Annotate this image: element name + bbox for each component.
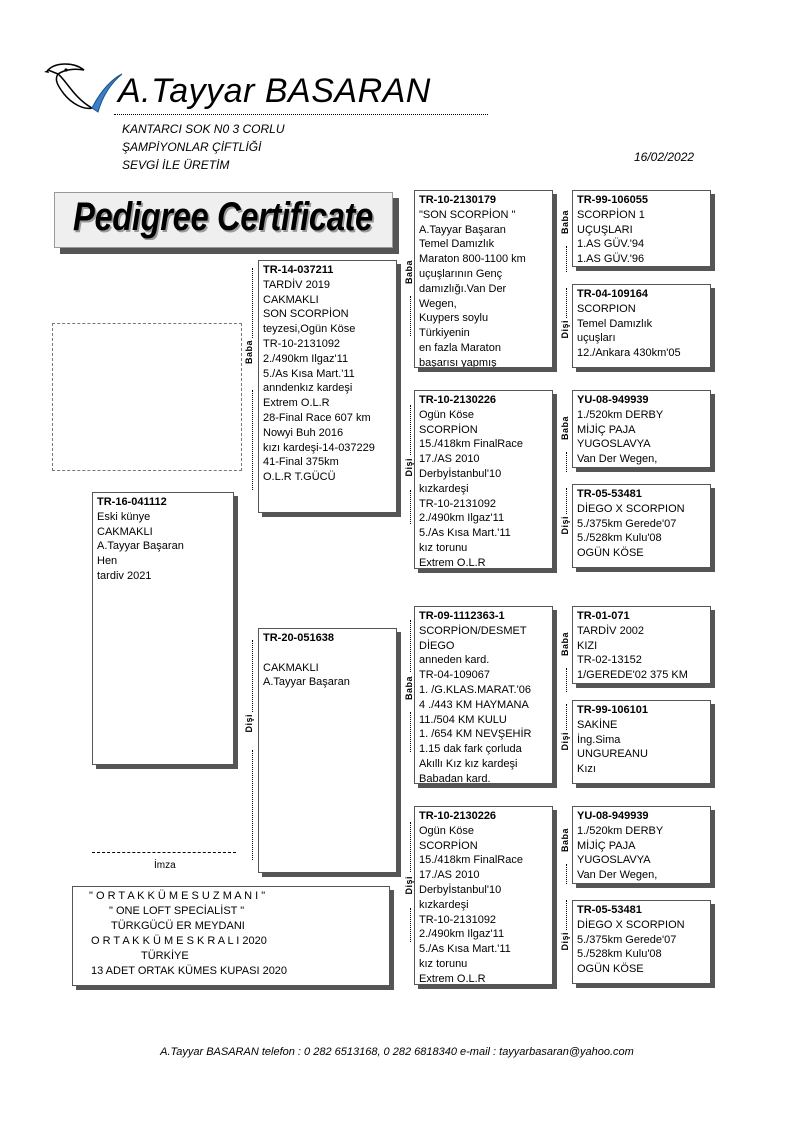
sd-line: Derbyİstanbul'10 [419,467,502,480]
dd-line: 2./490km Ilgaz'11 [419,928,505,941]
ancestor-card [572,606,711,684]
dd-connector [410,908,411,942]
g3-sire-label: Baba [560,416,570,441]
footer-contact: A.Tayyar BASARAN telefon : 0 282 6513168, 0 282 6818340 e-mail : tayyarbasaran@yahoo.com [160,1046,634,1058]
g3-dam-label: Dişi [560,932,570,951]
sire-line: 41-Final 375km [263,456,339,469]
g3-connector [566,488,567,514]
ss-sire-label: Baba [404,260,414,285]
sire-line: 2./490km Ilgaz'11 [263,352,349,365]
sire-connector [252,390,253,490]
dd-line: kızkardeşi [419,898,469,911]
sire-line: SON SCORPİON [263,308,349,321]
ancestor-card [572,390,711,468]
ancestor-line: 1./520km DERBY [577,824,664,837]
ancestor-line: DİEGO X SCORPION [577,502,685,515]
header-underline [114,114,488,115]
address-line-1: KANTARCI SOK N0 3 CORLU [122,122,285,136]
ds-sire-label: Baba [404,676,414,701]
ds-line: 1. /654 KM NEVŞEHİR [419,728,532,741]
subject-line: Eski künye [97,510,151,523]
g3-connector [566,668,567,692]
sire-line: 28-Final Race 607 km [263,411,371,424]
g3-connector [566,704,567,730]
sd-dam-label: Dişi [404,458,414,477]
ancestor-line: MİJİÇ PAJA [577,423,636,436]
ancestor-line: UÇUŞLARI [577,223,633,236]
dd-ring: TR-10-2130226 [419,810,497,822]
dd-line: Derbyİstanbul'10 [419,883,502,896]
subject-line: Hen [97,555,118,568]
ancestor-line: uçuşları [577,332,616,345]
sd-line: 2./490km Ilgaz'11 [419,512,505,525]
sd-line: kız torunu [419,541,468,554]
ss-line: A.Tayyar Başaran [419,223,506,236]
dam-label: Dişi [244,714,254,733]
ancestor-line: Van Der Wegen, [577,453,658,466]
ancestor-card [572,190,711,267]
ancestor-ring: TR-99-106101 [577,704,648,716]
specialist-line: TÜRKİYE [141,950,189,962]
sd-line: 5./As Kısa Mart.'11 [419,527,511,540]
g3-connector [566,900,567,930]
ss-line: en fazla Maraton [419,341,501,354]
ds-ring: TR-09-1112363-1 [419,610,505,622]
ancestor-line: MİJİÇ PAJA [577,839,636,852]
ancestor-line: TARDİV 2002 [577,624,645,637]
subject-line: tardiv 2021 [97,569,152,582]
ds-line: 11./504 KM KULU [419,713,507,726]
ds-line: Akıllı Kız kız kardeşi [419,757,518,770]
sire-card [258,260,397,513]
dam-sire-card [414,606,553,784]
ss-connector [410,296,411,336]
sire-connector [252,268,253,338]
ss-line: Maraton 800-1100 km [419,253,526,266]
ancestor-line: Temel Damızlık [577,317,653,330]
sd-line: Ogün Köse [419,408,475,421]
sd-line: 17./AS 2010 [419,453,480,466]
ds-connector [410,620,411,672]
dd-line: 15./418km FinalRace [419,854,523,867]
sd-connector [410,405,411,455]
sire-sire-card [414,190,553,368]
ancestor-line: 5./375km Gerede'07 [577,933,677,946]
sire-line: Extrem O.L.R [263,397,330,410]
ds-line: SCORPİON/DESMET [419,624,527,637]
ancestor-card [572,700,711,784]
g3-dam-label: Dişi [560,320,570,339]
g3-connector [566,864,567,884]
breeder-name: A.Tayyar BASARAN [118,72,431,110]
g3-connector [566,288,567,318]
specialist-line: " ONE LOFT SPECİALİST " [109,905,245,917]
ancestor-ring: TR-04-109164 [577,288,648,300]
ancestor-ring: TR-05-53481 [577,904,642,916]
ss-line: Temel Damızlık [419,238,495,251]
ancestor-line: DİEGO X SCORPION [577,918,685,931]
g3-sire-label: Baba [560,632,570,657]
ss-line: uçuşlarının Genç [419,267,503,280]
ancestor-line: KIZI [577,639,598,652]
subject-line: CAKMAKLI [97,525,153,538]
ancestor-line: YUGOSLAVYA [577,438,651,451]
specialist-line: " O R T A K K Ü M E S U Z M A N I " [89,890,266,902]
ds-line: anneden kard. [419,654,490,667]
certificate-date: 16/02/2022 [634,150,695,164]
ds-line: 1. /G.KLAS.MARAT.'06 [419,683,531,696]
sire-line: anndenkız kardeşi [263,382,353,395]
ancestor-line: SCORPION [577,302,636,315]
title-banner [54,192,393,248]
g3-sire-label: Baba [560,828,570,853]
sire-line: teyzesi,Ogün Köse [263,323,356,336]
ds-connector [410,712,411,752]
ancestor-line: SAKİNE [577,718,618,731]
ancestor-ring: TR-01-071 [577,610,630,622]
dam-line: A.Tayyar Başaran [263,676,350,689]
ds-line: 1.15 dak fark çorluda [419,743,522,756]
bird-logo-icon [44,58,124,120]
dam-line [263,646,392,661]
g3-connector [566,246,567,272]
ancestor-line: 1/GEREDE'02 375 KM [577,669,688,682]
sire-line: O.L.R T.GÜCÜ [263,471,336,484]
sire-dam-card [414,390,553,569]
ancestor-line: 5./528km Kulu'08 [577,532,662,545]
ss-ring: TR-10-2130179 [419,194,497,206]
ss-line: "SON SCORPİON " [419,208,516,221]
page-title: Pedigree Certificate [73,195,373,239]
ancestor-line: OGÜN KÖSE [577,963,644,976]
g3-dam-label: Dişi [560,516,570,535]
dam-card [258,628,397,873]
ancestor-line: 5./528km Kulu'08 [577,948,662,961]
ds-line: Babadan kard. [419,772,491,784]
ancestor-card [572,484,711,568]
sd-ring: TR-10-2130226 [419,394,497,406]
dam-ring: TR-20-051638 [263,632,334,644]
sire-line: 5./As Kısa Mart.'11 [263,367,355,380]
ancestor-line: Kızı [577,763,596,776]
g3-connector [566,452,567,472]
ancestor-line: 1.AS GÜV.'96 [577,253,645,266]
subject-ring: TR-16-041112 [97,496,167,508]
sd-line: TR-10-2131092 [419,497,497,510]
ancestor-ring: YU-08-949939 [577,810,649,822]
sd-line: 15./418km FinalRace [419,438,523,451]
ancestor-ring: TR-05-53481 [577,488,642,500]
photo-placeholder [52,323,242,471]
sire-ring: TR-14-037211 [263,264,334,276]
specialist-box [72,886,390,986]
ss-line: Türkiyenin [419,327,470,340]
address-line-2: ŞAMPİYONLAR ÇİFTLİĞİ [122,140,262,154]
g3-dam-label: Dişi [560,732,570,751]
sire-label: Baba [244,340,254,365]
ancestor-line: Van Der Wegen, [577,869,658,882]
ancestor-line: OGÜN KÖSE [577,547,644,560]
ds-line: DİEGO [419,639,455,652]
signature-label: İmza [154,860,176,871]
dd-line: Extrem O.L.R [419,972,486,985]
ancestor-line: UNGUREANU [577,748,648,761]
ss-line: Wegen, [419,297,457,310]
ancestor-line: TR-02-13152 [577,654,642,667]
sd-line: Extrem O.L.R [419,556,486,569]
dd-line: Ogün Köse [419,824,475,837]
ds-line: TR-04-109067 [419,669,490,682]
dd-dam-label: Dişi [404,876,414,895]
dam-line: CAKMAKLI [263,661,319,674]
signature-line [92,852,236,853]
specialist-line: O R T A K K Ü M E S K R A L I 2020 [91,935,267,947]
ancestor-line: 1.AS GÜV.'94 [577,238,645,251]
ss-line: Kuypers soylu [419,312,489,325]
subject-card [92,492,234,765]
ancestor-line: İng.Sima [577,733,621,746]
ss-line: başarısı yapmış [419,356,497,368]
ancestor-line: YUGOSLAVYA [577,854,651,867]
sire-line: kızı kardeşi-14-037229 [263,441,375,454]
ancestor-card [572,900,711,984]
ancestor-line: SCORPİON 1 [577,208,645,221]
address-line-3: SEVGİ İLE ÜRETİM [122,158,230,172]
ds-line: 4 ./443 KM HAYMANA [419,698,529,711]
ancestor-card [572,284,711,368]
sire-line: Nowyi Buh 2016 [263,426,344,439]
dam-dam-card [414,806,553,985]
dd-line: kız torunu [419,957,468,970]
dam-connector [252,640,253,712]
dam-connector [252,750,253,860]
dd-line: 5./As Kısa Mart.'11 [419,943,511,956]
dd-connector [410,822,411,872]
dd-line: SCORPİON [419,839,478,852]
dd-line: 17./AS 2010 [419,869,480,882]
ancestor-line: 12./Ankara 430km'05 [577,347,681,360]
sire-line: CAKMAKLI [263,293,319,306]
specialist-line: 13 ADET ORTAK KÜMES KUPASI 2020 [91,965,288,977]
ancestor-line: 1./520km DERBY [577,408,664,421]
subject-line: A.Tayyar Başaran [97,540,184,553]
ancestor-line: 5./375km Gerede'07 [577,517,677,530]
ancestor-ring: TR-99-106055 [577,194,648,206]
sire-line: TR-10-2131092 [263,337,341,350]
sire-line: TARDİV 2019 [263,278,331,291]
ancestor-ring: YU-08-949939 [577,394,649,406]
sd-line: SCORPİON [419,423,478,436]
ss-line: damızlığı.Van Der [419,282,507,295]
sd-line: kızkardeşi [419,482,469,495]
sd-connector [410,490,411,524]
g3-sire-label: Baba [560,210,570,235]
specialist-line: TÜRKGÜCÜ ER MEYDANI [111,920,245,932]
ancestor-card [572,806,711,884]
dd-line: TR-10-2131092 [419,913,497,926]
